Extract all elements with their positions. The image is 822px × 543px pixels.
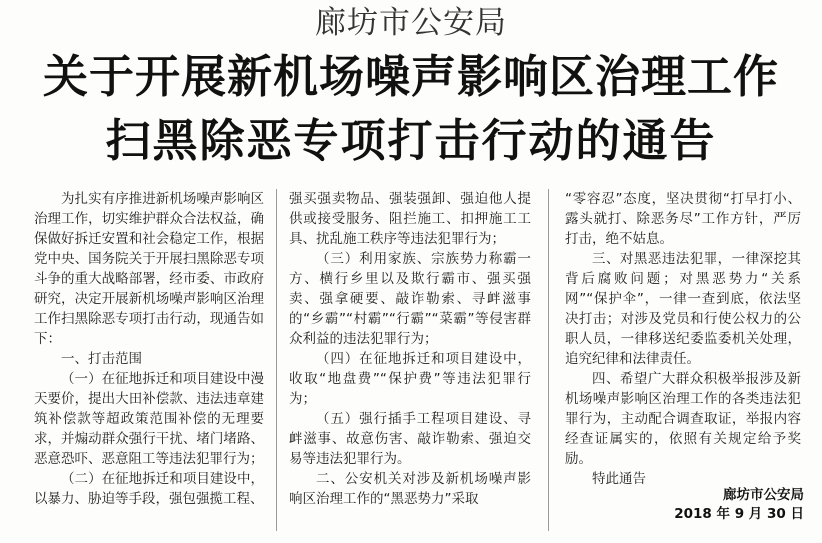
signature-date: 2018 年 9 月 30 日 [674, 506, 804, 522]
issuer-heading: 廊坊市公安局 [315, 5, 507, 41]
section-two-cont: “零容忍”态度，坚决贯彻“打早打小、露头就打、除恶务尽”工作方针，严厉打击，绝不姑息。 [565, 191, 801, 247]
column-divider [276, 189, 277, 531]
paragraph-item-4: （四）在征地拆迁和项目建设中，收取“地盘费”“保护费”等违法犯罪行为； [289, 351, 531, 407]
signature-org: 廊坊市公安局 [723, 487, 804, 503]
headline-line-1: 关于开展新机场噪声影响区治理工作 [42, 50, 779, 103]
paragraph-item-1: （一）在征地拆迁和项目建设中漫天要价，提出大田补偿款、违法违章建筑补偿款等超政策范围补偿的无理要求，并煽动群众强行干扰、堵门堵路、恶意恐吓、恶意阻工等违法犯罪行为； [34, 371, 264, 467]
column-divider [548, 189, 549, 531]
intro-paragraph: 为扎实有序推进新机场噪声影响区治理工作，切实维护群众合法权益，确保做好拆迁安置和社会稳定工作，根据党中央、国务院关于开展扫黑除恶专项斗争的重大战略部署，经市委、市政府研究，决定开展新机场噪声影响区治理工作扫黑除恶专项打击行动，现通告如下： [34, 191, 264, 347]
column-3 [565, 189, 801, 489]
paragraph-item-3: （三）利用家族、宗族势力称霸一方、横行乡里以及欺行霸市、强买强卖、强拿硬要、敲诈勒索、寻衅滋事的“乡霸”“村霸”“行霸”“菜霸”等侵害群众利益的违法犯罪行为； [289, 251, 531, 347]
section-heading-scope: 一、打击范围 [61, 351, 142, 367]
paragraph-item-2-cont: 强买强卖物品、强装强卸、强迫他人提供或接受服务、阻拦施工、扣押施工工具、扰乱施工秩序等违法犯罪行为； [289, 191, 531, 247]
section-two-paragraph: 二、公安机关对涉及新机场噪声影响区治理工作的“黑恶势力”采取 [289, 471, 531, 507]
column-1 [34, 189, 264, 509]
column-2 [289, 189, 531, 509]
section-three-paragraph: 三、对黑恶违法犯罪，一律深挖其背后腐败问题；对黑恶势力“关系网”“保护伞”，一律一查到底，依法坚决打击；对涉及党员和行使公权力的公职人员，一律移送纪委监委机关处理，追究纪律和法律责任。 [565, 251, 801, 367]
headline-line-2: 扫黑除恶专项打击行动的通告 [105, 114, 717, 167]
body-columns [0, 177, 822, 543]
paragraph-item-2: （二）在征地拆迁和项目建设中，以暴力、胁迫等手段，强包强揽工程、 [34, 471, 264, 507]
section-four-paragraph: 四、希望广大群众积极举报涉及新机场噪声影响区治理工作的各类违法犯罪行为，主动配合调查取证，举报内容经查证属实的，依照有关规定给予奖励。 [565, 371, 801, 467]
paragraph-item-5: （五）强行插手工程项目建设、寻衅滋事、故意伤害、敲诈勒索、强迫交易等违法犯罪行为。 [289, 411, 531, 467]
closing-phrase: 特此通告 [592, 471, 646, 487]
